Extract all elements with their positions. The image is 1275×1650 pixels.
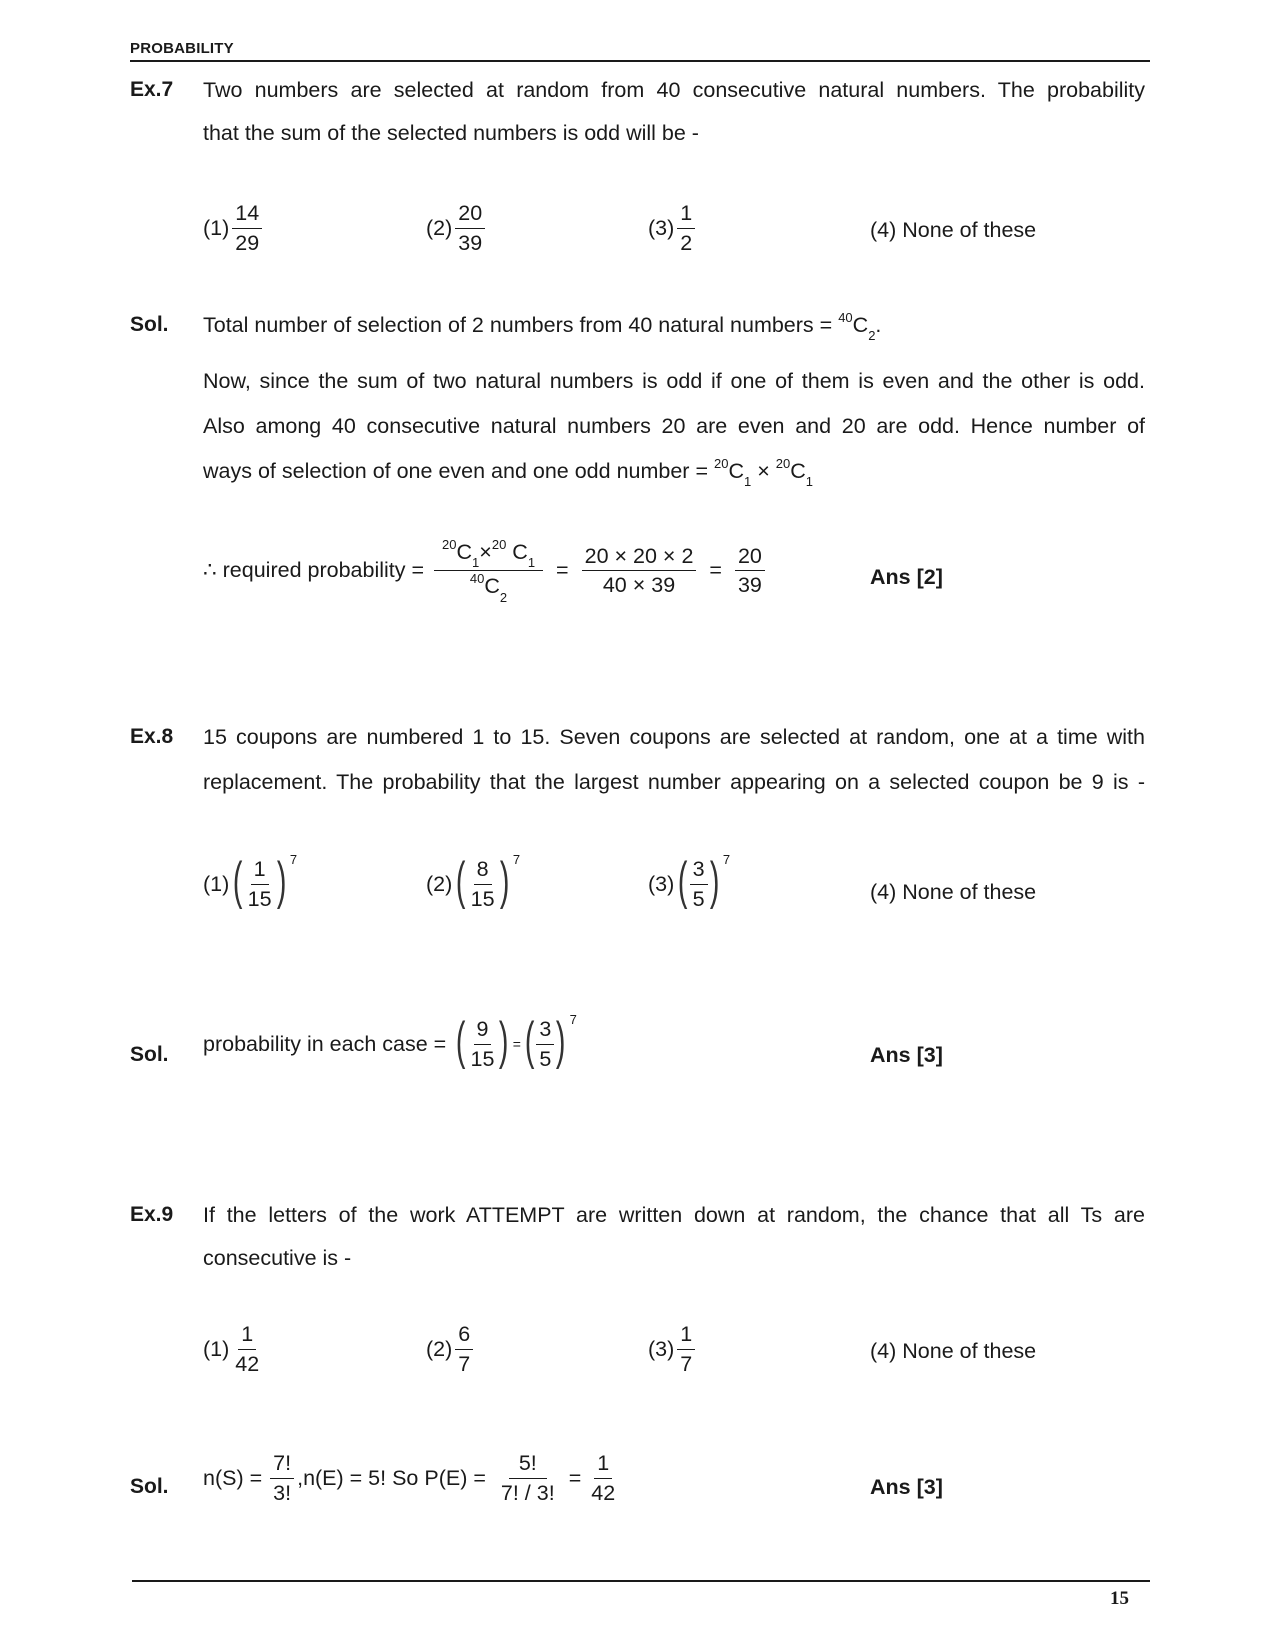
fraction-result — [735, 545, 765, 597]
ex7-question-line1: Two numbers are selected at random from 40 consecutive natural numbers. The probability — [203, 78, 1145, 102]
denominator: 39 — [458, 230, 483, 255]
subscript: 1 — [472, 555, 480, 571]
option-fraction — [455, 202, 485, 254]
ex7-option-1 — [203, 202, 265, 254]
option-fraction — [455, 1323, 473, 1375]
exponent: 7 — [512, 852, 521, 867]
superscript: 20 — [775, 456, 791, 471]
ex7-option-4: (4) None of these — [870, 218, 1037, 242]
option-fraction — [677, 202, 695, 254]
right-paren: ) — [499, 1012, 509, 1071]
superscript: 20 — [713, 456, 729, 471]
numerator: 20 × 20 × 2 — [582, 545, 697, 572]
option-fraction — [245, 858, 275, 910]
fraction-three-fifths — [536, 1018, 554, 1070]
combination-symbol: C — [506, 540, 528, 565]
numerator: 1 — [238, 1323, 256, 1350]
right-paren: ) — [556, 1012, 566, 1071]
left-paren: ( — [524, 1012, 535, 1071]
option-fraction — [232, 1323, 262, 1375]
left-paren: ( — [456, 852, 466, 911]
combination-symbol: C — [728, 459, 744, 484]
ex9-question-line2: consecutive is - — [203, 1246, 352, 1270]
ex8-option-3 — [648, 852, 731, 911]
option-fraction — [468, 858, 498, 910]
period: . — [875, 313, 882, 338]
ex9-probability-equation — [203, 1452, 621, 1504]
page-header-title: PROBABILITY — [130, 40, 234, 57]
ex7-option-3 — [648, 202, 698, 254]
ex9-option-3 — [648, 1323, 698, 1375]
right-paren: ) — [709, 852, 720, 911]
event-text: ,n(E) = 5! So P(E) = — [297, 1465, 486, 1490]
exponent: 7 — [289, 852, 298, 867]
option-fraction — [690, 858, 708, 910]
left-paren: ( — [678, 852, 688, 911]
combination-symbol: C — [484, 574, 500, 599]
fraction-sample-space — [270, 1452, 294, 1504]
option-tag: (3) — [648, 215, 675, 240]
sample-space-label: n(S) = — [203, 1465, 263, 1490]
fraction-nine-fifteenths — [468, 1018, 498, 1070]
ex7-sol-line3: Also among 40 consecutive natural numbers 20 are even and 20 are odd. Hence number of — [203, 414, 1145, 438]
ex7-sol-label: Sol. — [130, 313, 169, 336]
sol-text: Total number of selection of 2 numbers from 40 natural numbers = — [203, 313, 839, 338]
option-tag: (1) — [203, 215, 230, 240]
left-paren: ( — [456, 1012, 466, 1071]
option-tag: (1) — [203, 1336, 230, 1361]
ex9-question-line1: If the letters of the work ATTEMPT are written down at random, the chance that all Ts are — [203, 1203, 1145, 1227]
equation-label: ∴ required probability = — [203, 558, 425, 583]
page-number: 15 — [1110, 1588, 1129, 1609]
exponent: 7 — [569, 1012, 577, 1027]
denominator: 15 — [247, 886, 272, 911]
numerator: 3 — [536, 1018, 554, 1045]
ex8-option-4: (4) None of these — [870, 880, 1037, 904]
equals-sign: = — [709, 558, 722, 583]
footer-divider — [132, 1580, 1150, 1582]
denominator: 42 — [235, 1351, 260, 1376]
denominator: 40 × 39 — [602, 573, 676, 598]
denominator: 42 — [591, 1480, 616, 1505]
ex7-answer: Ans [2] — [870, 565, 943, 589]
numerator: 1 — [677, 1323, 695, 1350]
ex8-option-2 — [426, 852, 521, 911]
numerator: 3 — [690, 858, 708, 885]
numerator: 1 — [594, 1452, 612, 1479]
option-tag: (1) — [203, 871, 230, 896]
ex7-sol-line4 — [203, 456, 813, 490]
ex8-label: Ex.8 — [130, 725, 174, 748]
ex7-option-2 — [426, 202, 488, 254]
numerator: 5! — [509, 1452, 547, 1479]
ex7-label: Ex.7 — [130, 78, 174, 101]
numerator: 9 — [474, 1018, 492, 1045]
subscript: 2 — [499, 589, 508, 605]
subscript: 2 — [868, 328, 876, 344]
fraction-event — [498, 1452, 558, 1504]
denominator: 7 — [458, 1351, 471, 1376]
exponent: 7 — [722, 852, 731, 867]
ex7-probability-equation — [203, 537, 768, 605]
denominator: 3! — [273, 1480, 292, 1505]
combination-symbol: C — [852, 313, 869, 338]
ex8-question-line2: replacement. The probability that the largest number appearing on a selected coupon be 9 is - — [203, 770, 1145, 794]
numerator: 7! — [270, 1452, 294, 1479]
header-divider — [130, 60, 1150, 62]
ex9-option-2 — [426, 1323, 476, 1375]
ex7-sol-line1 — [203, 310, 882, 344]
ex9-label: Ex.9 — [130, 1203, 174, 1226]
option-tag: (2) — [426, 871, 453, 896]
option-tag: (3) — [648, 871, 675, 896]
numerator: 6 — [455, 1323, 473, 1350]
option-fraction — [232, 202, 262, 254]
subscript: 1 — [805, 474, 813, 490]
numerator: 1 — [251, 858, 269, 885]
sol-text: ways of selection of one even and one odd number = — [203, 459, 714, 484]
denominator: 5 — [539, 1046, 552, 1071]
numerator: 1 — [677, 202, 695, 229]
denominator: 15 — [470, 886, 495, 911]
numerator: 14 — [232, 202, 262, 229]
denominator: 29 — [235, 230, 260, 255]
denominator: 2 — [680, 230, 693, 255]
equals-sign: = — [556, 558, 569, 583]
ex8-probability-equation — [203, 1012, 577, 1071]
fraction-combinations — [434, 537, 543, 605]
ex9-sol-label: Sol. — [130, 1475, 169, 1498]
option-tag: (2) — [426, 215, 453, 240]
left-paren: ( — [233, 852, 243, 911]
denominator: 39 — [737, 573, 762, 598]
combination-symbol: C — [790, 459, 806, 484]
denominator: 7! / 3! — [500, 1480, 555, 1505]
right-paren: ) — [499, 852, 509, 911]
equals-sign: = — [512, 1036, 521, 1053]
ex9-option-4: (4) None of these — [870, 1339, 1037, 1363]
ex8-option-1 — [203, 852, 298, 911]
ex7-question-line2: that the sum of the selected numbers is odd will be - — [203, 121, 699, 145]
numerator: 20 — [455, 202, 485, 229]
subscript: 1 — [527, 555, 536, 571]
fraction-arithmetic — [582, 545, 697, 597]
option-tag: (3) — [648, 1336, 675, 1361]
subscript: 1 — [743, 474, 752, 490]
ex8-question-line1: 15 coupons are numbered 1 to 15. Seven coupons are selected at random, one at a time with — [203, 725, 1145, 749]
ex8-answer: Ans [3] — [870, 1043, 943, 1067]
right-paren: ) — [276, 852, 286, 911]
denominator: 15 — [470, 1046, 495, 1071]
denominator — [467, 571, 510, 605]
times-sign: × — [479, 540, 492, 565]
option-fraction — [677, 1323, 695, 1375]
equation-label: probability in each case = — [203, 1031, 447, 1056]
superscript: 40 — [469, 571, 485, 587]
superscript: 40 — [838, 310, 853, 325]
times-sign: × — [751, 459, 776, 484]
combination-symbol: C — [456, 540, 473, 565]
superscript: 20 — [491, 537, 507, 552]
ex8-sol-label: Sol. — [130, 1043, 169, 1066]
numerator: 20 — [735, 545, 765, 572]
numerator — [434, 537, 543, 571]
fraction-result — [588, 1452, 618, 1504]
denominator: 7 — [680, 1351, 693, 1376]
superscript: 20 — [442, 537, 457, 552]
numerator: 8 — [474, 858, 492, 885]
denominator: 5 — [692, 886, 705, 911]
equals-sign: = — [568, 1465, 582, 1490]
ex7-sol-line2: Now, since the sum of two natural numbers is odd if one of them is even and the other is odd. — [203, 369, 1145, 393]
ex9-option-1 — [203, 1323, 265, 1375]
option-tag: (2) — [426, 1336, 453, 1361]
ex9-answer: Ans [3] — [870, 1475, 943, 1499]
